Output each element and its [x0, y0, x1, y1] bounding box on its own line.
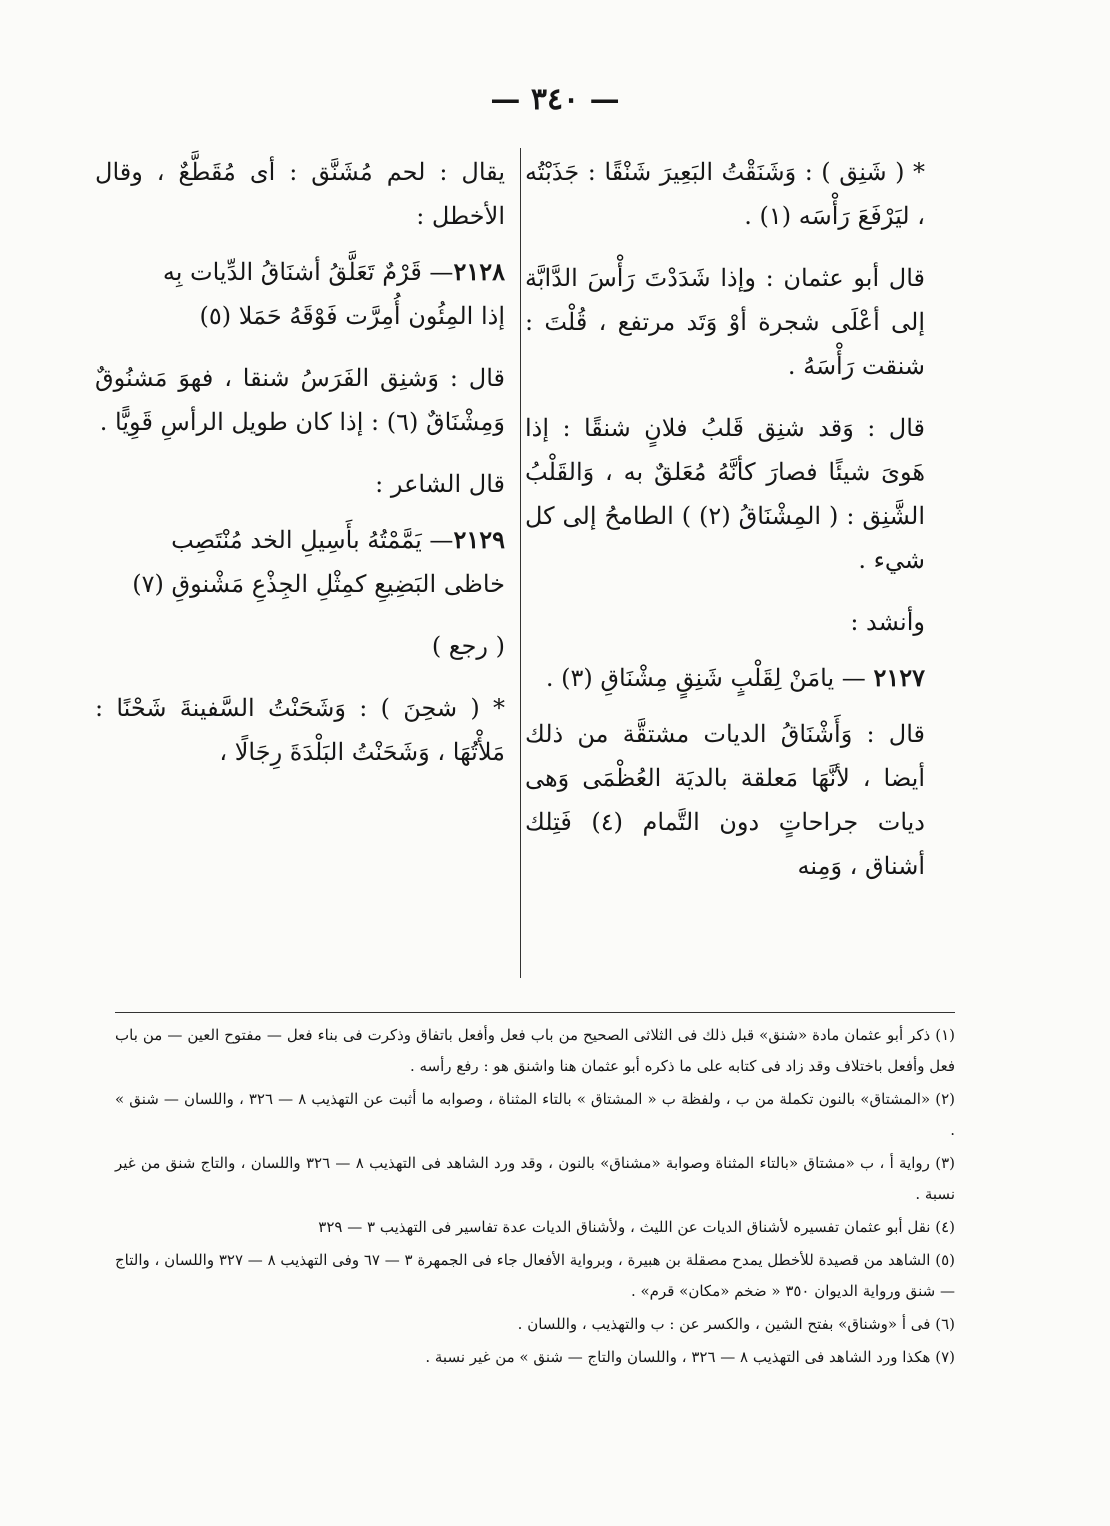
footnote-6: (٦) فى أ «وشناق» بفتح الشين ، والكسر عن : ب والتهذيب ، واللسان . — [517, 1315, 955, 1333]
entry-shahana-head: * ( شحِنَ ) : وَشَحَنْتُ السَّفينةَ شَحْنًا : مَلأْتُهَا ، وَشَحَنْتُ البَلْدَةَ رِجَالًا ، — [95, 694, 505, 766]
right-column — [525, 150, 925, 898]
left-column — [95, 150, 505, 784]
verse-2129 — [95, 518, 505, 606]
verse-line-2: إذا المِئُون أُمِرَّت فَوْقَهُ حَمَلا (٥) — [199, 302, 505, 330]
paragraph: قال أبو عثمان : وإذا شَدَدْتَ رَأْسَ الدَّابَّة إلى أعْلَى شجرة أوْ وَتَد مرتفع ، قُلْتَ : شنقت رَأْسَهُ . — [525, 264, 925, 380]
footnote-divider — [115, 1012, 955, 1013]
footnote-5: (٥) الشاهد من قصيدة للأخطل يمدح مصقلة بن هبيرة ، وبرواية الأفعال جاء فى الجمهرة ٣ — ٦٧ وفى التهذيب ٨ — ٣٢٧ واللسان ، والتاج — شنق ورواية الديوان ٣٥٠ « ضخم «مكان» قرم» . — [115, 1251, 955, 1300]
verse-number: ٢١٢٧ — [873, 663, 925, 692]
verse-number: ٢١٢٨ — [453, 257, 505, 286]
paragraph: وأنشد : — [850, 608, 925, 636]
footnotes — [115, 1020, 955, 1375]
verse-line-1 — [95, 518, 505, 562]
page-number: — ٣٤٠ — — [490, 82, 620, 117]
entry-shaniq-head: * ( شَنِق ) : وَشَنَقْتُ البَعِيرَ شَنْقًا : جَذَبْتُه ، ليَرْفَعَ رَأْسَه (١) . — [525, 158, 925, 230]
footnote-2: (٢) «المشتاق» بالنون تكملة من ب ، ولفظة ب « المشتاق » بالتاء المثناة ، وصوابه ما أثبت عن التهذيب ٨ — ٣٢٦ ، واللسان — شنق » . — [115, 1090, 955, 1139]
verse-text: — قَرْمٌ تَعَلَّقُ أشنَاقُ الدِّيات بِه — [162, 258, 454, 286]
paragraph: قال : وَقد شنِق قَلبُ فلانٍ شنقًا : إذا هَوىَ شيئًا فصارَ كأنَّهُ مُعَلقٌ به ، وَالقَلْبُ الشَّنِق : ( المِشْنَاقُ (٢) ) الطامحُ إلى كل شيء . — [525, 414, 925, 574]
verse-number: ٢١٢٩ — [453, 525, 505, 554]
footnote-1: (١) ذكر أبو عثمان مادة «شنق» قبل ذلك فى الثلاثى الصحيح من باب فعل وأفعل باتفاق وذكرت فى بناء فعل — مفتوح العين — من باب فعل وأفعل باختلاف وقد زاد فى كتابه على ما ذكره أبو عثمان هنا واشنق هو : رفع رأسه . — [115, 1026, 955, 1075]
column-divider — [520, 148, 521, 978]
paragraph: قال : وَشنِق الفَرَسُ شنقا ، فهوَ مَشنُوقٌ وَمِشْنَاقٌ (٦) : إذا كان طويل الرأسِ قَوِيًّا . — [95, 364, 505, 436]
verse-2128 — [95, 250, 505, 338]
verse-line-2: خاظى البَضِيعِ كمِثْلِ الجِذْعِ مَشْنوقِ (٧) — [132, 570, 505, 598]
section-marker: ( رجع ) — [431, 632, 505, 660]
verse-line-1 — [95, 250, 505, 294]
footnote-3: (٣) رواية أ ، ب «مشتاق «بالتاء المثناة وصوابة «مشناق» بالنون ، وقد ورد الشاهد فى التهذيب ٨ — ٣٢٦ واللسان ، والتاج شنق من غير نسبة . — [115, 1154, 955, 1203]
paragraph: يقال : لحم مُشَنَّق : أى مُقَطَّعٌ ، وقال الأخطل : — [95, 158, 505, 230]
verse-text: — يَمَّمْتُهُ بأَسِيلِ الخد مُنْتَصِب — [171, 526, 454, 554]
verse-2127 — [525, 656, 925, 700]
paragraph: قال : وَأَشْنَاقُ الديات مشتقَّة من ذلك أيضا ، لأنَّهَا مَعلقة بالديَة العُظْمَى وَهى ديات جراحاتٍ دون التَّمام (٤) فَتِلك أشناق ، وَمِنه — [525, 720, 925, 880]
footnote-7: (٧) هكذا ورد الشاهد فى التهذيب ٨ — ٣٢٦ ، واللسان والتاج — شنق » من غير نسبة . — [425, 1348, 955, 1366]
footnote-4: (٤) نقل أبو عثمان تفسيره لأشناق الديات عن الليث ، ولأشناق الديات عدة تفاسير فى التهذيب ٣ — ٣٢٩ — [318, 1218, 955, 1236]
verse-text: — يامَنْ لِقَلْبٍ شَنِقٍ مِشْنَاقِ (٣) . — [545, 664, 866, 692]
paragraph: قال الشاعر : — [375, 470, 505, 498]
